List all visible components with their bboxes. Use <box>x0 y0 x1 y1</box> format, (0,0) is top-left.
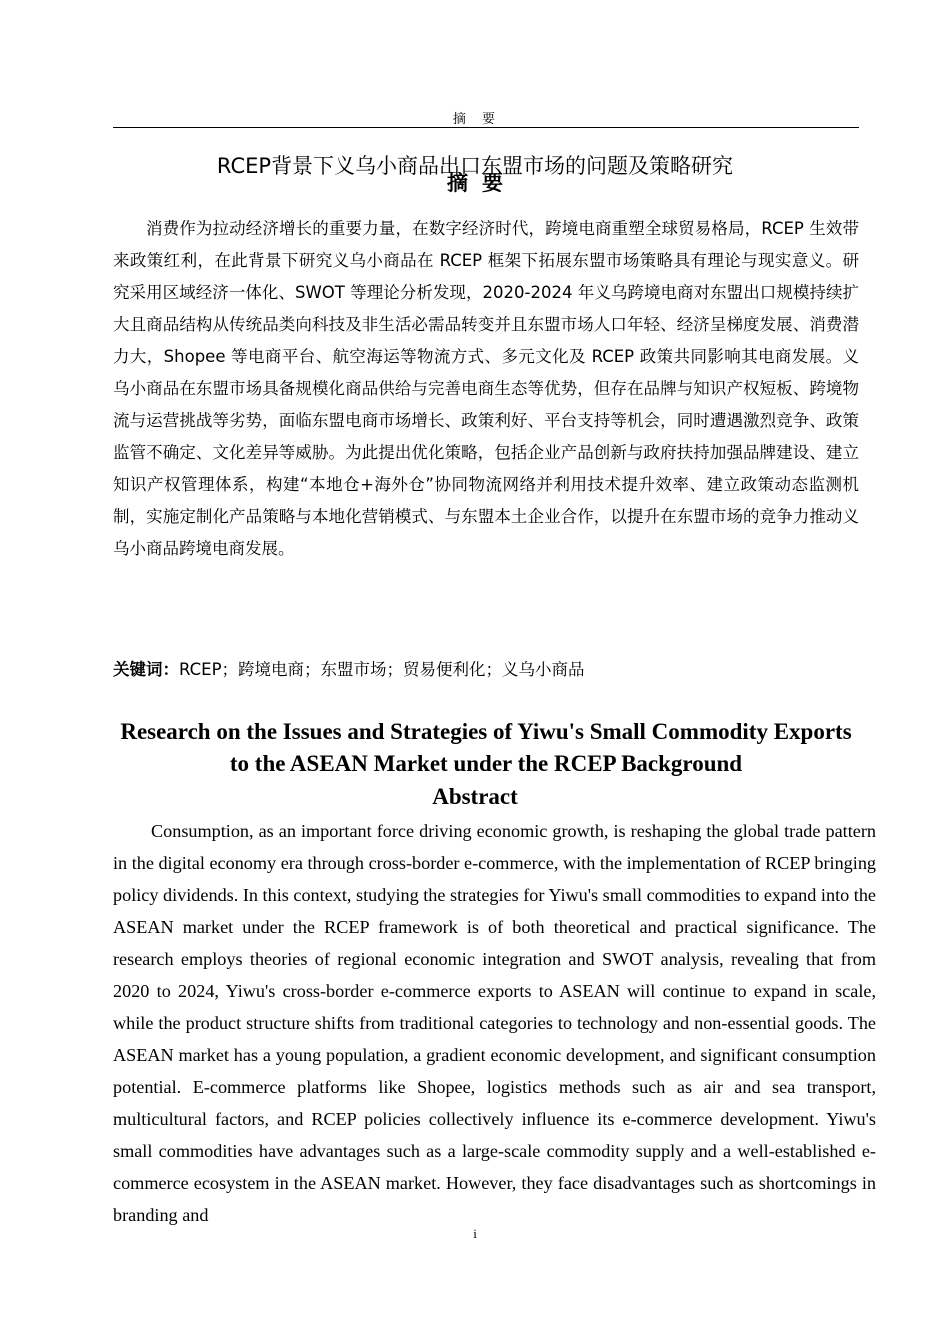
english-abstract-body: Consumption, as an important force driving economic growth, is reshaping the global trade pattern in the digital economy era through cross-border e-commerce, with the implementation of RCEP bringing policy dividends. In this context, studying the strategies for Yiwu's small commodities to expand into the ASEAN market under the RCEP framework is of both theoretical and practical significance. The research employs theories of regional economic integration and SWOT analysis, revealing that from 2020 to 2024, Yiwu's cross-border e-commerce exports to ASEAN will continue to expand in scale, while the product structure shifts from traditional categories to technology and non-essential goods. The ASEAN market has a young population, a gradient economic development, and significant consumption potential. E-commerce platforms like Shopee, logistics methods such as air and sea transport, multicultural factors, and RCEP policies collectively influence its e-commerce development. Yiwu's small commodities have advantages such as a large-scale commodity supply and a well-established e-commerce ecosystem in the ASEAN market. However, they face disadvantages such as shortcomings in branding and <box>113 821 877 1225</box>
chinese-keywords <box>113 655 859 685</box>
page-number: i <box>473 1226 477 1241</box>
keywords-label: 关键词： <box>113 660 179 679</box>
chinese-title: RCEP背景下义乌小商品出口东盟市场的问题及策略研究 <box>216 154 734 178</box>
english-abstract-heading: Abstract <box>432 784 518 809</box>
keywords-list: RCEP；跨境电商；东盟市场；贸易便利化；义乌小商品 <box>179 660 585 679</box>
chinese-abstract-heading: 摘要 <box>447 171 517 195</box>
chinese-abstract-body: 消费作为拉动经济增长的重要力量，在数字经济时代，跨境电商重塑全球贸易格局，RCEP 生效带来政策红利，在此背景下研究义乌小商品在 RCEP 框架下拓展东盟市场策略具有理论与现实意义。研究采用区域经济一体化、SWOT 等理论分析发现，2020-2024 年义乌跨境电商对东盟出口规模持续扩大且商品结构从传统品类向科技及非生活必需品转变并且东盟市场人口年轻、经济呈梯度发展、消费潜力大，Shopee 等电商平台、航空海运等物流方式、多元文化及 RCEP 政策共同影响其电商发展。义乌小商品在东盟市场具备规模化商品供给与完善电商生态等优势，但存在品牌与知识产权短板、跨境物流与运营挑战等劣势，面临东盟电商市场增长、政策利好、平台支持等机会，同时遭遇激烈竞争、政策监管不确定、文化差异等威胁。为此提出优化策略，包括企业产品创新与政府扶持加强品牌建设、建立知识产权管理体系，构建“本地仓+海外仓”协同物流网络并利用技术提升效率、建立政策动态监测机制，实施定制化产品策略与本地化营销模式、与东盟本土企业合作，以提升在东盟市场的竞争力推动义乌小商品跨境电商发展。 <box>113 219 859 558</box>
header-rule <box>113 127 859 128</box>
running-header: 摘 要 <box>452 112 498 127</box>
english-title: Research on the Issues and Strategies of Yiwu's Small Commodity Exports to the ASEAN Market under the RCEP Background <box>120 719 852 776</box>
